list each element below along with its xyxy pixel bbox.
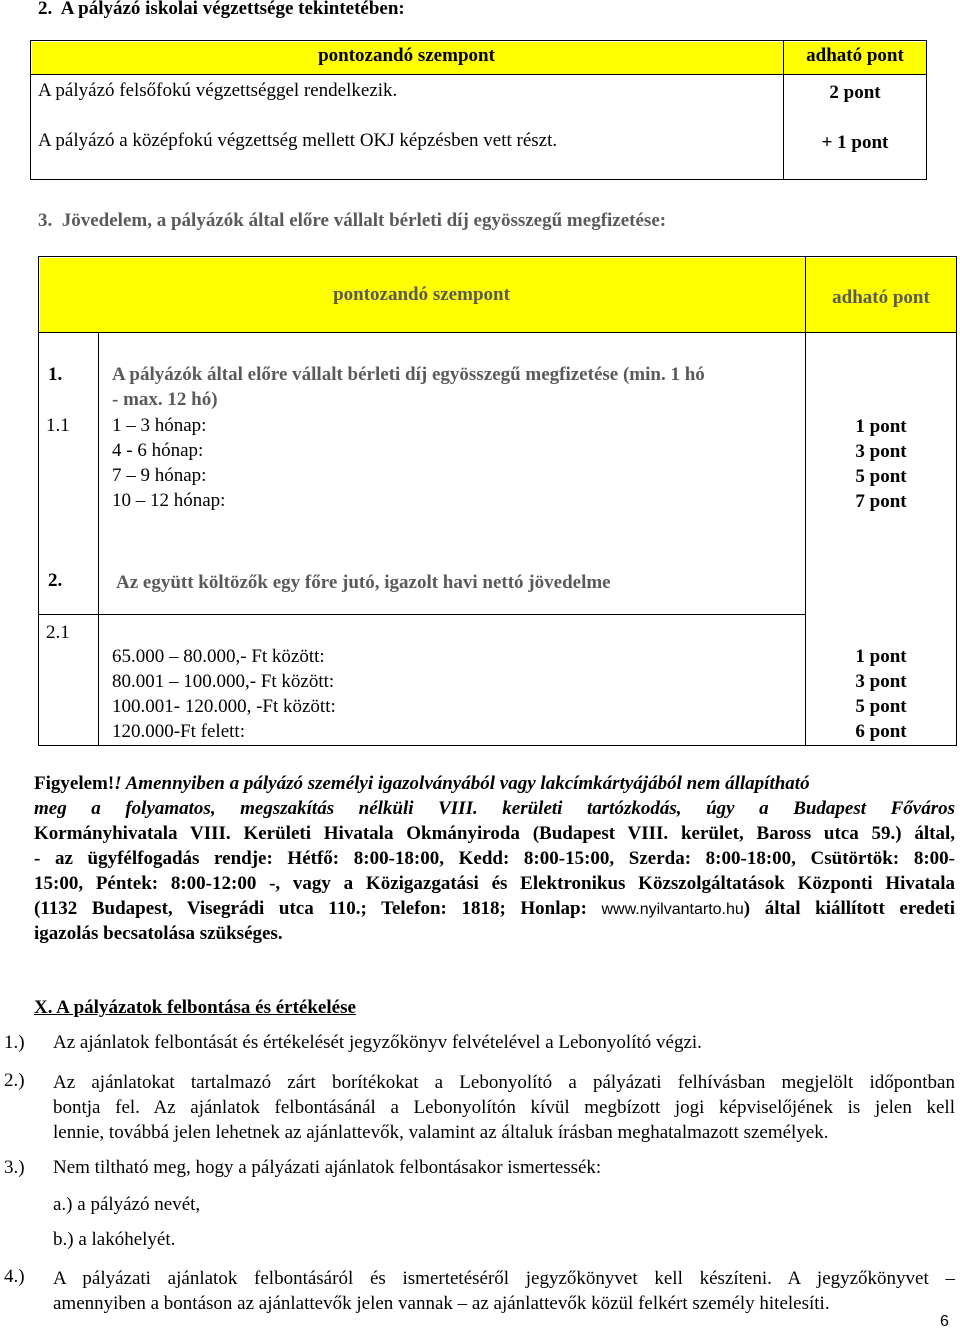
sub-number: 2.1 [46, 622, 70, 643]
points-list [805, 414, 957, 514]
points-value: 6 pont [855, 721, 907, 742]
sectionX-heading: X. A pályázatok felbontása és értékelése [34, 997, 356, 1018]
item-number: 1.) [4, 1032, 25, 1053]
sub-item: b.) a lakóhelyét. [53, 1229, 176, 1250]
notice-line: - az ügyfélfogadás rendje: Hétfő: 8:00-18:00, Kedd: 8:00-15:00, Szerda: 8:00-18:00, Csütörtök: 8:00- [34, 848, 955, 869]
item-title: A pályázók által előre vállalt bérleti díj egyösszegű megfizetése (min. 1 hó [112, 364, 705, 385]
item-text: Nem tiltható meg, hogy a pályázati ajánlatok felbontásakor ismertessék: [53, 1157, 602, 1178]
notice-line: (1132 Budapest, Visegrádi utca 110.; Telefon: 1818; Honlap: [34, 898, 602, 919]
range-label: 10 – 12 hónap: [112, 490, 226, 511]
range-label: 80.001 – 100.000,- Ft között: [112, 671, 335, 692]
notice-line: meg a folyamatos, megszakítás nélküli VIII. kerületi tartózkodás, úgy a Budapest Főváros [34, 798, 955, 819]
notice-line: ! Amennyiben a pályázó személyi igazolványából vagy lakcímkártyájából nem állapítható [114, 773, 810, 794]
item-number: 3.) [4, 1157, 25, 1178]
range-label: 120.000-Ft felett: [112, 721, 245, 742]
points-value: 5 pont [855, 466, 907, 487]
points-value: 1 pont [855, 646, 907, 667]
item-number: 4.) [4, 1266, 25, 1287]
item-number: 2.) [4, 1070, 25, 1091]
range-label: 7 – 9 hónap: [112, 465, 207, 486]
item-number: 1. [48, 364, 63, 385]
section2-heading: 2. A pályázó iskolai végzettsége tekintetében: [38, 0, 405, 19]
education-row-text: A pályázó a középfokú végzettség mellett OKJ képzésben vett részt. [38, 130, 558, 151]
notice-lead: Figyelem! [34, 773, 115, 794]
range-label: 1 – 3 hónap: [112, 415, 207, 436]
education-row-points: 2 pont [829, 82, 881, 103]
criterion-header: pontozandó szempont [318, 45, 495, 66]
points-value: 5 pont [855, 696, 907, 717]
page-number: 6 [940, 1313, 949, 1330]
item-text: lennie, továbbá jelen lehetnek az ajánlattevők, valamint az általuk írásban meghatalmazott személyek. [53, 1122, 829, 1143]
notice-paragraph [34, 771, 955, 946]
item-title: - max. 12 hó) [112, 389, 218, 410]
section3-heading: 3. Jövedelem, a pályázók által előre vállalt bérleti díj egyösszegű megfizetése: [38, 210, 667, 231]
range-list [112, 413, 225, 513]
item-title: Az együtt költözők egy főre jutó, igazolt havi nettó jövedelme [116, 572, 611, 593]
range-list [112, 644, 336, 744]
points-value: 7 pont [855, 491, 907, 512]
item-text: Az ajánlatok felbontását és értékelését jegyzőkönyv felvételével a Lebonyolító végzi. [53, 1032, 702, 1053]
points-value: 1 pont [855, 416, 907, 437]
website-link[interactable]: www.nyilvantarto.hu [601, 901, 744, 918]
sub-number: 1.1 [46, 415, 70, 436]
criterion-header: pontozandó szempont [333, 284, 510, 305]
education-row-points: + 1 pont [821, 132, 889, 153]
item-text: A pályázati ajánlatok felbontásáról és ismertetéséről jegyzőkönyvet kell készíteni. A jegyzőkönyvet – [53, 1268, 955, 1289]
item-text: Az ajánlatokat tartalmazó zárt borítékokat a Lebonyolító a pályázati felhívásban megjelölt időpontban [53, 1072, 955, 1093]
range-label: 4 - 6 hónap: [112, 440, 204, 461]
range-label: 100.001- 120.000, -Ft között: [112, 696, 336, 717]
points-value: 3 pont [855, 441, 907, 462]
item-text: bontja fel. Az ajánlatok felbontásánál a Lebonyolítón kívül megbízott jogi képviselőjének is jelen kell [53, 1097, 955, 1118]
points-list [805, 644, 957, 744]
points-header: adható pont [806, 45, 904, 66]
range-label: 65.000 – 80.000,- Ft között: [112, 646, 325, 667]
notice-line: igazolás becsatolása szükséges. [34, 923, 283, 944]
notice-line: ) által kiállított eredeti [743, 898, 955, 919]
sub-item: a.) a pályázó nevét, [53, 1194, 201, 1215]
points-header: adható pont [832, 287, 930, 308]
education-row-text: A pályázó felsőfokú végzettséggel rendelkezik. [38, 80, 398, 101]
notice-line: Kormányhivatala VIII. Kerületi Hivatala Okmányiroda (Budapest VIII. kerület, Baross utca 59.) által, [34, 823, 955, 844]
points-value: 3 pont [855, 671, 907, 692]
item-text: amennyiben a bontáson az ajánlattevők jelen vannak – az ajánlattevők közül felkért személy hitelesíti. [53, 1293, 830, 1314]
notice-line: 15:00, Péntek: 8:00-12:00 -, vagy a Közigazgatási és Elektronikus Közszolgáltatások Központi Hivatala [34, 873, 955, 894]
item-number: 2. [48, 570, 63, 591]
